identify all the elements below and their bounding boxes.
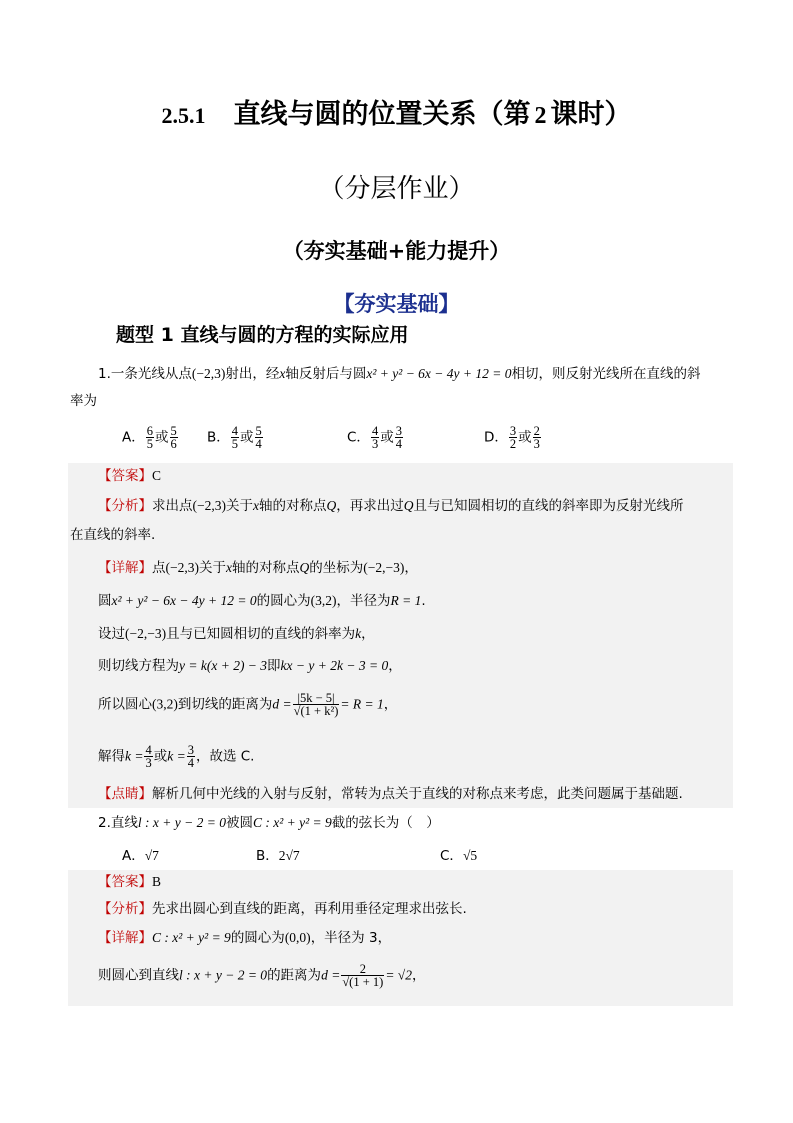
point-q: Q	[403, 498, 414, 513]
a1-analysis-line1	[98, 496, 683, 516]
a1-detail-line2	[98, 591, 426, 611]
title-text-before: 直线与圆的位置关系（第	[233, 99, 531, 130]
text: 轴的对称点	[258, 498, 327, 514]
q1-text: 射出，经	[225, 366, 280, 382]
option-label: B．	[207, 429, 230, 446]
center: (3,2)	[152, 696, 178, 712]
numerator: 6	[146, 424, 153, 438]
a1-point-line	[98, 784, 683, 804]
a1-answer	[98, 466, 161, 486]
denominator: √(1 + 1)	[342, 975, 384, 989]
numerator: 3	[509, 424, 517, 438]
answer-tag: 【答案】	[98, 874, 152, 890]
analysis-tag: 【分析】	[98, 901, 152, 917]
coordinate: (−2,−3)	[363, 560, 405, 575]
center: (3,2)	[310, 593, 337, 608]
a1-analysis-line2: 在直线的斜率.	[70, 527, 156, 543]
detail-tag: 【详解】	[98, 930, 152, 946]
text: 设过	[98, 626, 125, 642]
circle-equation: C : x² + y² = 9	[252, 815, 332, 830]
circle-equation: C : x² + y² = 9	[152, 930, 231, 945]
numerator: 3	[187, 743, 194, 757]
option-value: 2√7	[278, 848, 300, 863]
equation: = √2	[385, 967, 412, 983]
text: ，故选 C.	[195, 748, 255, 765]
option-label: A．	[122, 429, 145, 446]
numerator: 2	[533, 424, 540, 438]
text: 到切线的距离为	[177, 696, 273, 713]
a1-detail-line5	[98, 692, 397, 717]
page-title	[0, 92, 793, 131]
radius: R = 1	[390, 593, 422, 608]
text: 的坐标为	[309, 560, 364, 576]
text: ，	[404, 560, 418, 576]
fraction	[170, 425, 178, 450]
text: ，再求出过	[336, 498, 404, 514]
text: 2.直线	[98, 815, 138, 831]
text: 且与已知圆相切的直线的斜率为	[166, 626, 356, 642]
fraction	[395, 425, 403, 450]
q1-option-a[interactable]	[122, 425, 179, 450]
numerator: 5	[255, 424, 262, 438]
a2-detail-line1	[98, 928, 391, 948]
numerator: 4	[145, 743, 152, 757]
k-label: k =	[125, 748, 144, 764]
analysis-tag: 【分析】	[98, 498, 152, 514]
fraction	[255, 425, 263, 450]
text: 解得	[98, 748, 125, 765]
q2-option-b[interactable]	[256, 844, 300, 864]
text: 关于	[225, 498, 253, 514]
title-number: 2.5.1	[161, 103, 206, 128]
point: (−2,−3)	[125, 626, 167, 641]
q1-line2: 率为	[70, 393, 97, 409]
text: 的圆心为	[230, 930, 285, 946]
answer-value: C	[152, 468, 162, 483]
or-text: 或	[155, 429, 169, 446]
title-text-after: 课时）	[550, 99, 632, 130]
a1-detail-line1	[98, 558, 418, 578]
or-text: 或	[380, 429, 394, 446]
denominator: 4	[395, 437, 402, 451]
numerator: 4	[371, 424, 379, 438]
numerator: |5k − 5|	[293, 692, 340, 705]
q1-axis: x	[279, 366, 286, 381]
text: .	[421, 593, 426, 609]
a2-analysis	[98, 899, 467, 919]
answer-value: B	[152, 874, 162, 889]
fraction	[371, 425, 379, 450]
q2-stem	[98, 813, 440, 833]
detail-tag: 【详解】	[98, 560, 152, 576]
text: 所以圆心	[98, 696, 152, 713]
text: ，半径为	[336, 593, 391, 609]
q1-option-c[interactable]	[347, 425, 404, 450]
text: ，	[361, 626, 375, 642]
q2-option-c[interactable]	[440, 844, 477, 864]
a1-detail-line4	[98, 656, 402, 676]
slope-k: k	[355, 626, 362, 641]
text: 被圆	[225, 815, 253, 831]
denominator: 3	[145, 756, 152, 770]
option-label: D．	[484, 429, 508, 446]
or-text: 或	[153, 748, 168, 765]
option-label: C．	[347, 429, 370, 446]
center: (0,0)	[284, 930, 311, 945]
a1-detail-line3	[98, 624, 375, 644]
point-text: 解析几何中光线的入射与反射，常转为点关于直线的对称点来考虑，此类问题属于基础题.	[152, 786, 683, 802]
denominator: 4	[255, 437, 262, 451]
point: (−2,3)	[165, 560, 199, 575]
point-tag: 【点睛】	[98, 786, 152, 802]
text: ，	[411, 967, 426, 984]
answer-tag: 【答案】	[98, 468, 152, 484]
q1-text: 相切，则反射光线所在直线的斜	[511, 366, 701, 382]
fraction	[533, 425, 541, 450]
denominator: √(1 + k²)	[293, 704, 339, 718]
option-value: √7	[144, 848, 159, 863]
text: 则圆心到直线	[98, 967, 179, 984]
text: 则切线方程为	[98, 658, 179, 674]
option-value: √5	[462, 848, 478, 863]
denominator: 4	[187, 756, 194, 770]
q1-line1	[98, 364, 701, 384]
q1-text: 1.一条光线从点	[98, 366, 192, 382]
axis: x	[252, 498, 259, 513]
text: 即	[267, 658, 281, 674]
distance-fraction	[293, 692, 340, 717]
line-equation: l : x + y − 2 = 0	[137, 815, 226, 830]
question-type-heading: 题型 1 直线与圆的方程的实际应用	[116, 324, 409, 346]
line-equation: l : x + y − 2 = 0	[179, 967, 268, 983]
or-text: 或	[240, 429, 254, 446]
denominator: 3	[371, 437, 379, 451]
option-label: B．	[256, 848, 279, 864]
q1-option-d[interactable]	[484, 425, 542, 450]
option-label: C．	[440, 848, 463, 864]
text: 关于	[198, 560, 226, 576]
denominator: 6	[170, 437, 177, 451]
a2-answer	[98, 872, 161, 892]
fraction	[231, 425, 239, 450]
q1-option-b[interactable]	[207, 425, 264, 450]
tangent-equation: y = k(x + 2) − 3	[179, 658, 268, 673]
analysis-text: 先求出圆心到直线的距离，再利用垂径定理求出弦长.	[152, 901, 467, 917]
denominator: 5	[146, 437, 153, 451]
text: 圆	[98, 593, 112, 609]
text: ，	[388, 658, 402, 674]
text: 的距离为	[267, 967, 322, 984]
text: ，	[383, 696, 398, 713]
point-q: Q	[326, 498, 337, 513]
tangent-equation-general: kx − y + 2k − 3 = 0	[280, 658, 389, 673]
q1-point: (−2,3)	[191, 366, 226, 381]
or-text: 或	[518, 429, 532, 446]
denominator: 5	[231, 437, 239, 451]
q1-text: 轴反射后与圆	[285, 366, 367, 382]
denominator: 3	[533, 437, 540, 451]
text: 求出点	[152, 498, 193, 514]
k-label: k =	[167, 748, 186, 764]
denominator: 2	[509, 437, 517, 451]
point-q: Q	[299, 560, 310, 575]
text: 截的弦长为（ ）	[331, 815, 440, 831]
q1-circle-equation: x² + y² − 6x − 4y + 12 = 0	[366, 366, 512, 381]
a1-detail-line6	[98, 744, 254, 769]
q2-option-a[interactable]	[122, 844, 159, 864]
subtitle-levels: （夯实基础+能力提升）	[282, 239, 511, 263]
subtitle: （分层作业）	[318, 174, 475, 204]
text: 点	[152, 560, 166, 576]
title-lesson-number: 2	[534, 103, 547, 129]
text: 且与已知圆相切的直线的斜率即为反射光线所	[413, 498, 684, 514]
numerator: 5	[170, 424, 177, 438]
a2-detail-line2	[98, 963, 425, 988]
fraction	[509, 425, 517, 450]
distance-label: d =	[321, 967, 341, 983]
point: (−2,3)	[192, 498, 226, 513]
text: 轴的对称点	[231, 560, 300, 576]
axis: x	[225, 560, 232, 575]
text: 的圆心为	[256, 593, 311, 609]
numerator: 3	[395, 424, 402, 438]
section-heading: 【夯实基础】	[333, 292, 460, 316]
fraction	[187, 744, 195, 769]
numerator: 4	[231, 424, 239, 438]
distance-fraction	[341, 963, 384, 988]
numerator: 2	[341, 963, 384, 976]
circle-equation: x² + y² − 6x − 4y + 12 = 0	[111, 593, 257, 608]
fraction	[146, 425, 154, 450]
distance-label: d =	[272, 696, 292, 712]
fraction	[144, 744, 152, 769]
text: ，半径为 3，	[310, 930, 392, 946]
equation: = R = 1	[340, 696, 384, 712]
option-label: A．	[122, 848, 145, 864]
